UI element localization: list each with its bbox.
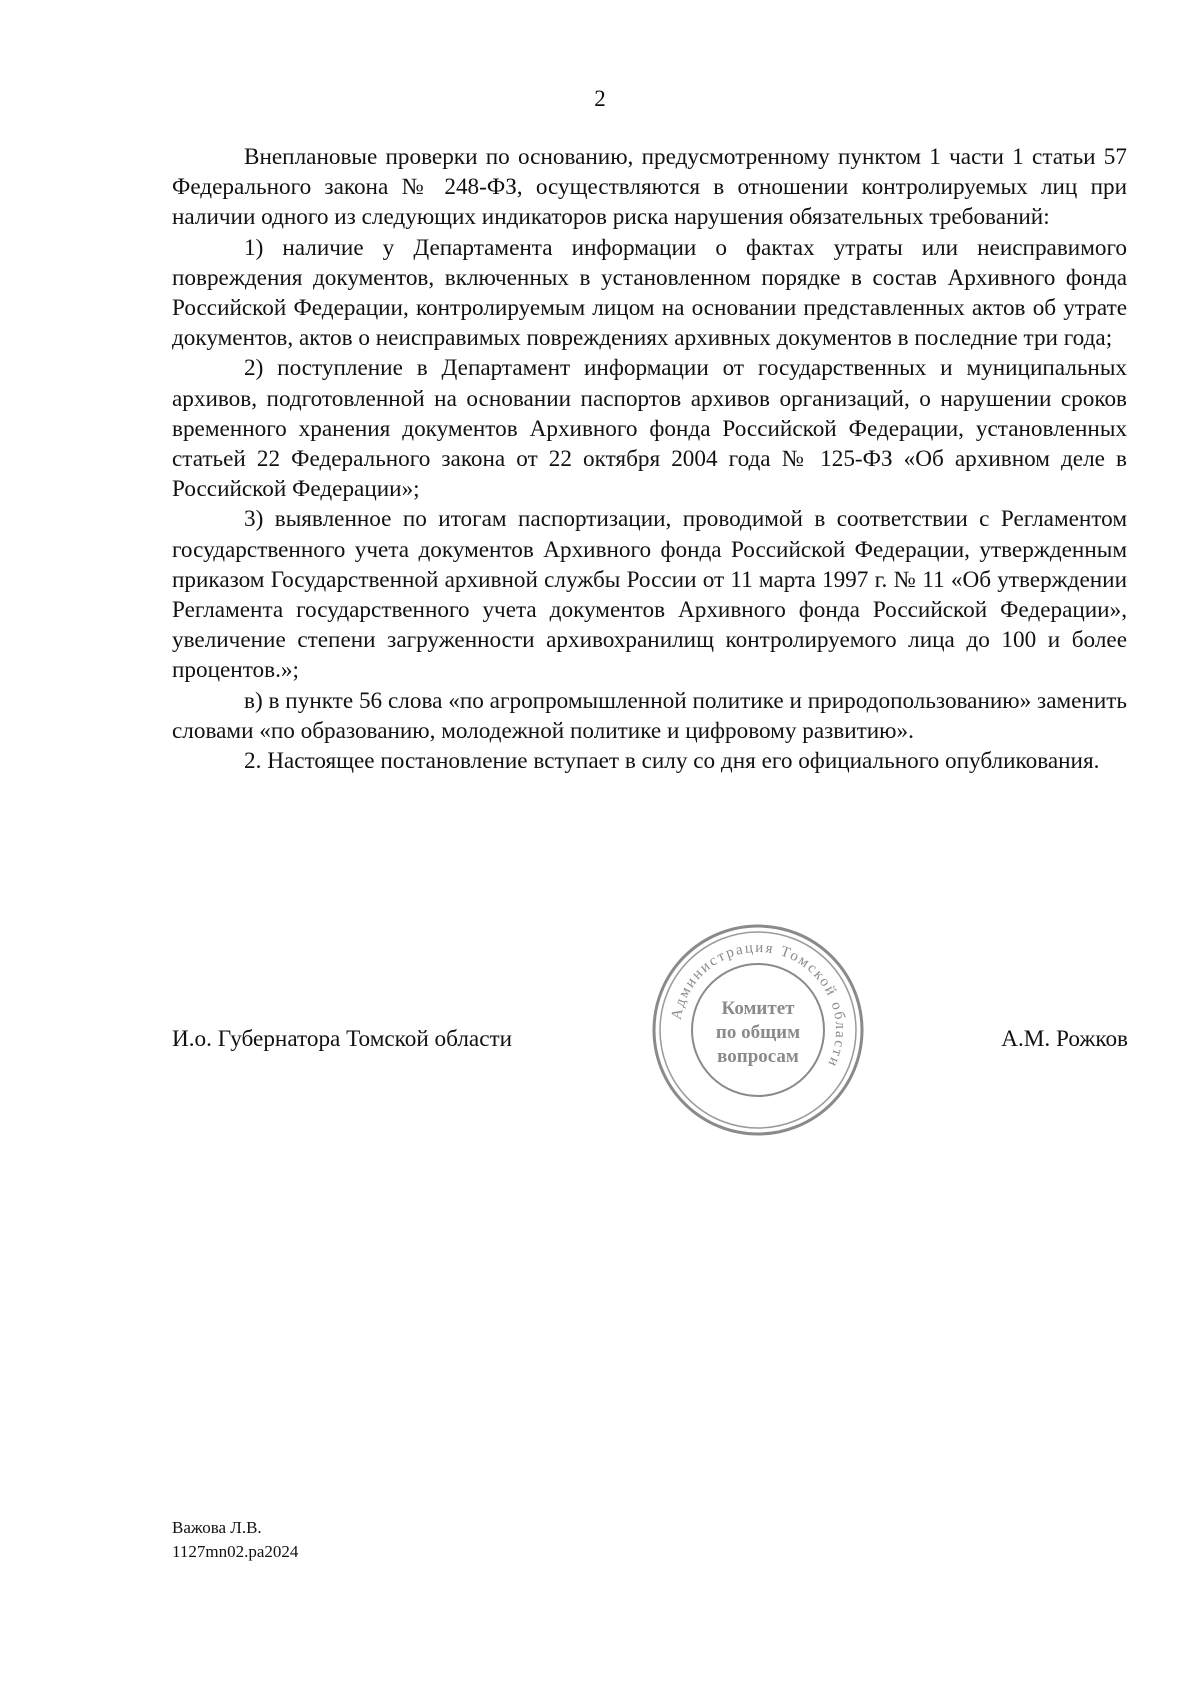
executor-block — [172, 1516, 298, 1564]
stamp-graphic — [648, 920, 868, 1140]
paragraph-item-1: 1) наличие у Департамента информации о фактах утраты или неисправимого повреждения документов, включенных в установленном порядке в состав Архивного фонда Российской Федерации, контролируемым лицом на основании представленных актов об утрате документов, актов о неисправимых повреждениях архивных документов в последние три года; — [172, 234, 1127, 352]
paragraph-item-2: 2) поступление в Департамент информации от государственных и муниципальных архивов, подготовленной на основании паспортов архивов организаций, о нарушении сроков временного хранения документов Архивного фонда Российской Федерации, установленных статьей 22 Федерального закона от 22 октября 2004 года № 125-ФЗ «Об архивном деле в Российской Федерации»; — [172, 355, 1127, 503]
paragraph-item-3: 3) выявленное по итогам паспортизации, проводимой в соответствии с Регламентом государственного учета документов Архивного фонда Российской Федерации, утвержденным приказом Государственной архивной службы России от 11 марта 1997 г. № 11 «Об утверждении Регламента государственного учета документов Архивного фонда Российской Федерации», увеличение степени загруженности архивохранилищ контролируемого лица до 100 и более процентов.»; — [172, 506, 1127, 684]
document-code: 1127mn02.pa2024 — [172, 1542, 299, 1561]
executor-name: Важова Л.В. — [172, 1518, 262, 1537]
document-body — [172, 142, 1127, 776]
paragraph-inspection-grounds: Внеплановые проверки по основанию, предусмотренному пунктом 1 части 1 статьи 57 Федерального закона № 248-ФЗ, осуществляются в отношении контролируемых лиц при наличии одного из следующих индикаторов риска нарушения обязательных требований: — [172, 144, 1127, 231]
stamp-center-line1: Комитет — [721, 998, 795, 1019]
paragraph-effective-date: 2. Настоящее постановление вступает в силу со дня его официального опубликования. — [244, 748, 1100, 775]
stamp-ring-text: Администрация Томской области — [668, 939, 849, 1071]
stamp-center-line3: вопросам — [717, 1046, 799, 1067]
page-number: 2 — [594, 86, 606, 111]
paragraph-item-v: в) в пункте 56 слова «по агропромышленной политике и природопользованию» заменить словами «по образованию, молодежной политике и цифровому развитию». — [172, 687, 1127, 744]
signatory-position: И.о. Губернатора Томской области — [172, 1026, 513, 1052]
official-stamp — [648, 920, 868, 1140]
signatory-name: А.М. Рожков — [1001, 1026, 1128, 1052]
stamp-center-line2: по общим — [715, 1022, 801, 1043]
